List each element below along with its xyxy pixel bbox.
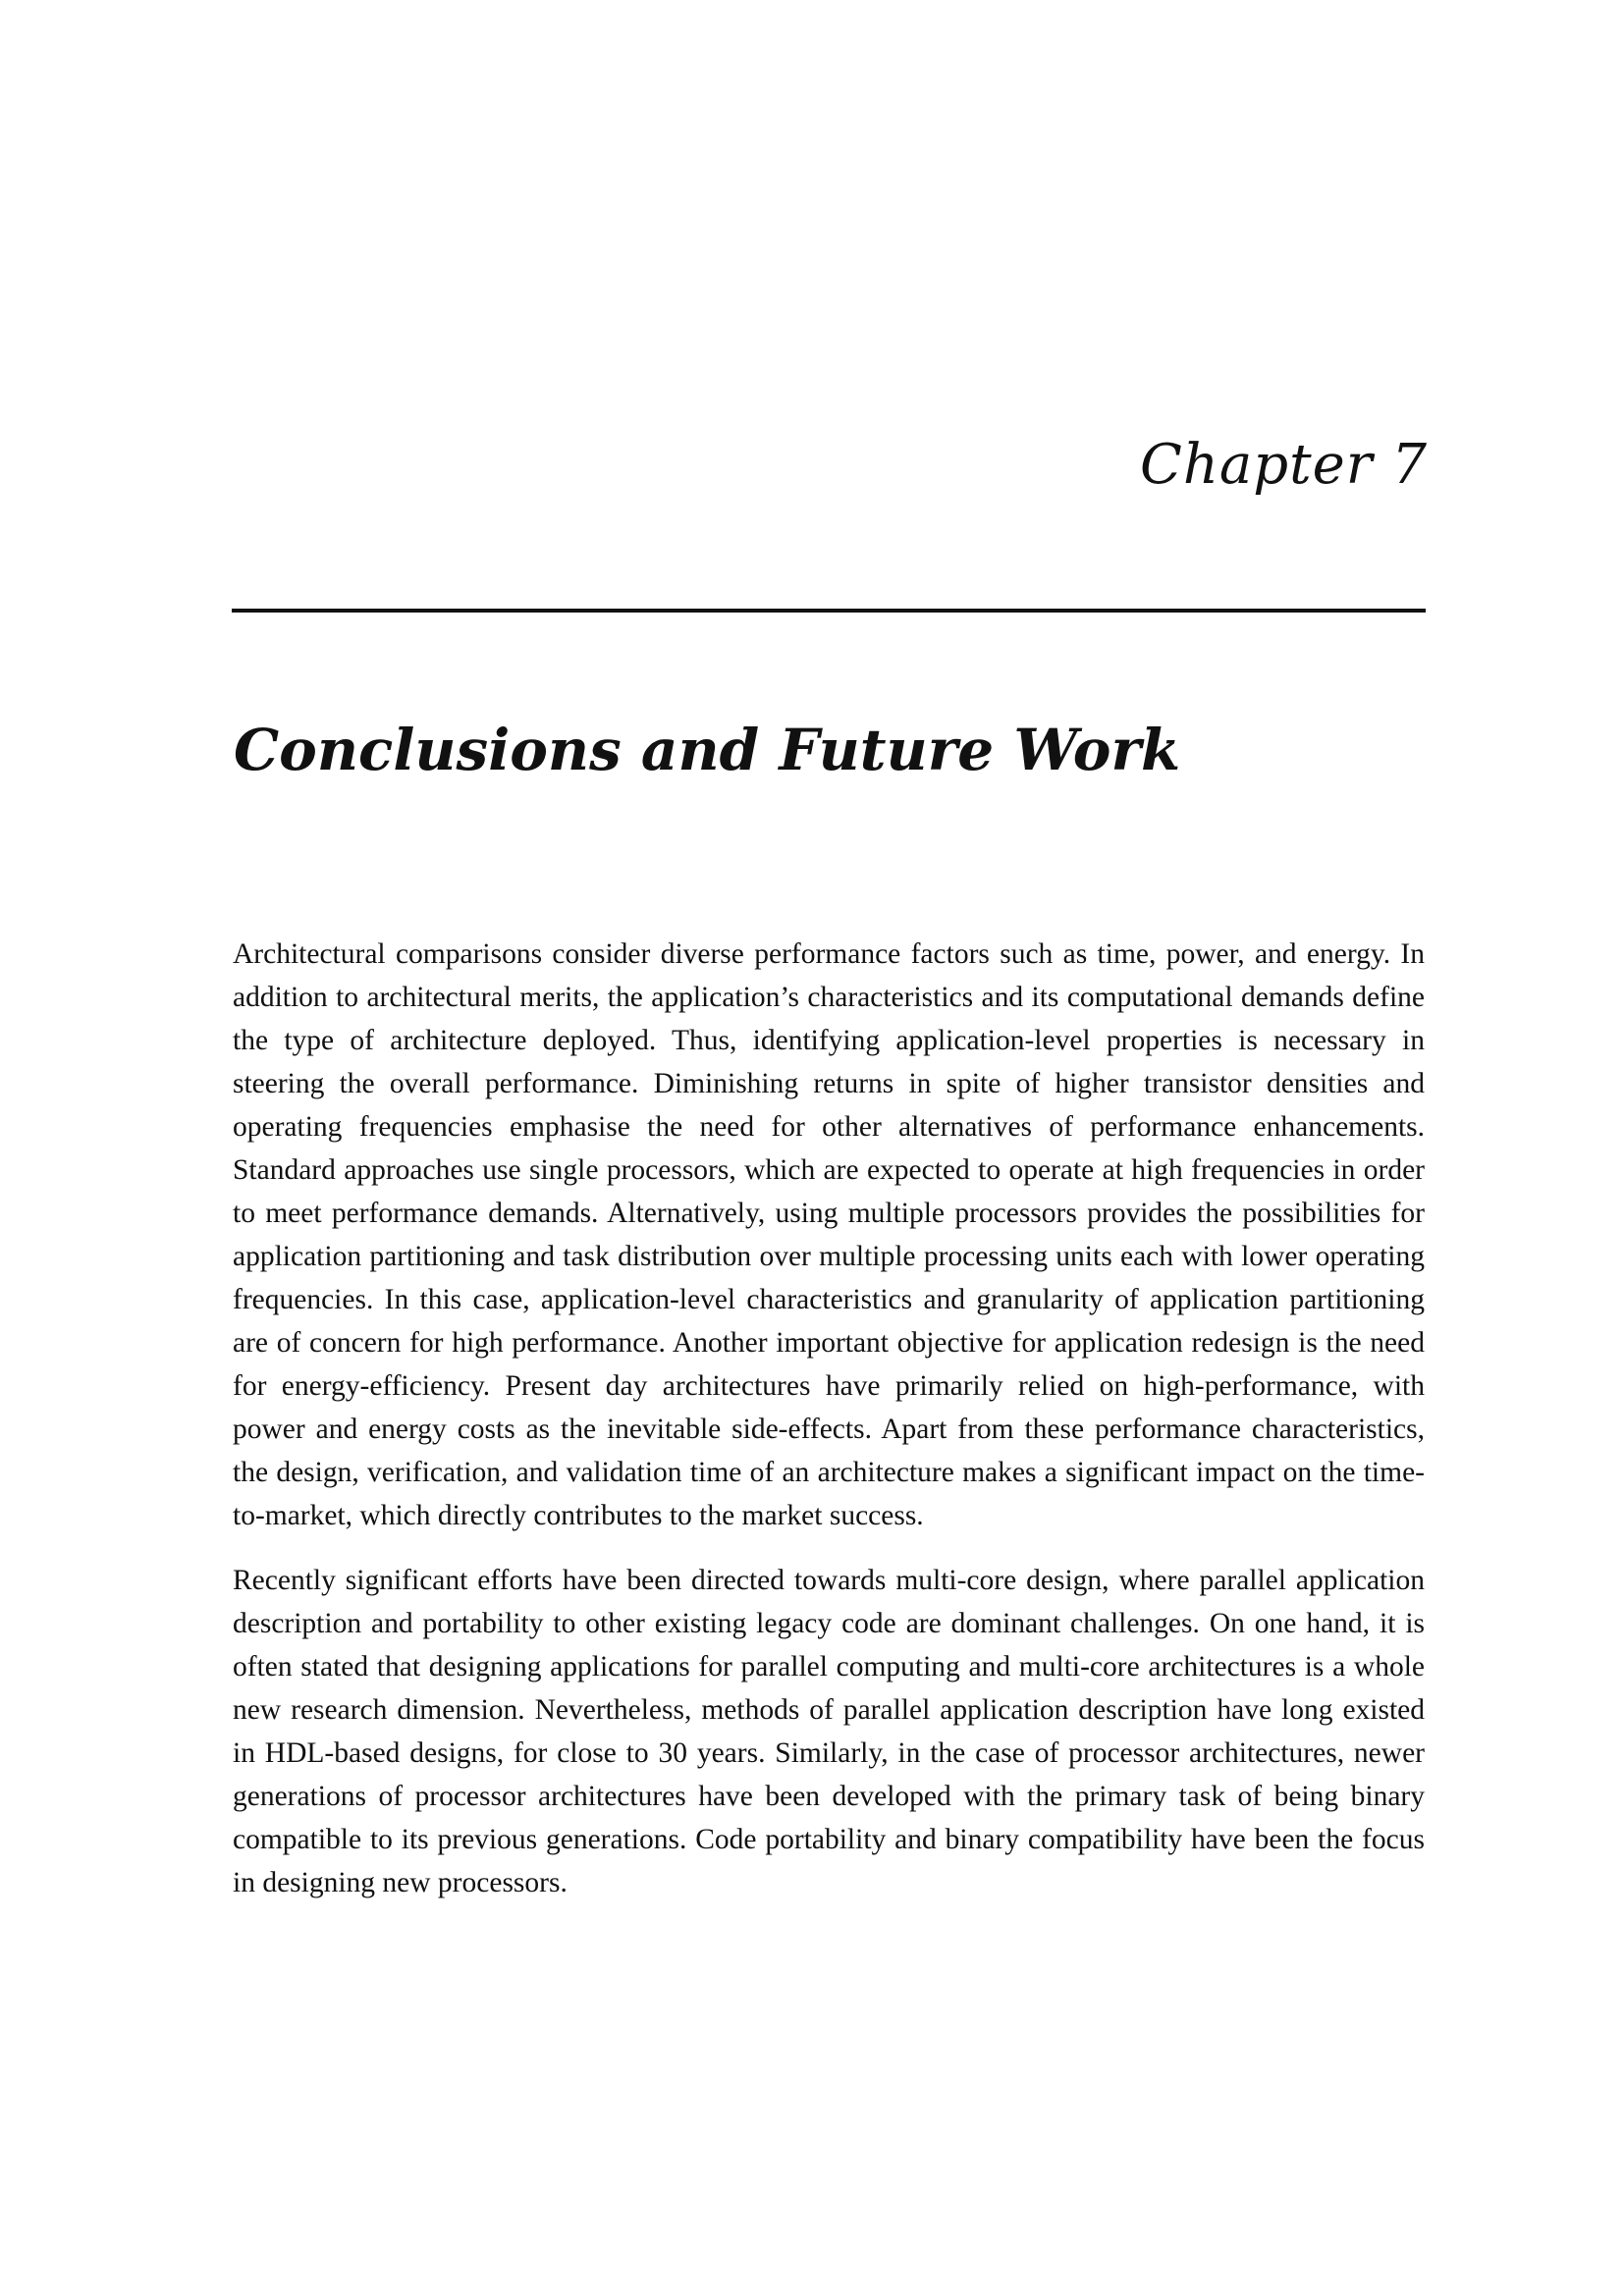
chapter-divider xyxy=(232,609,1426,613)
paragraph-1: Architectural comparisons consider diverse performance factors such as time, power, and energy. In addition to architectural merits, the application’s characteristics and its computational demands define the type of architecture deployed. Thus, identifying application-level properties is necessary in steering the overall performance. Diminishing returns in spite of higher transistor densities and operating frequencies emphasise the need for other alternatives of performance enhancements. Standard approaches use single processors, which are expected to operate at high frequencies in order to meet performance demands. Alternatively, using multiple processors provides the possibilities for application partitioning and task distribution over multiple processing units each with lower operating frequencies. In this case, application-level characteristics and granularity of application partitioning are of concern for high performance. Another important objective for application redesign is the need for energy-efficiency. Present day architectures have primarily relied on high-performance, with power and energy costs as the inevitable side-effects. Apart from these performance characteristics, the design, verification, and validation time of an architecture makes a significant impact on the time-to-market, which directly contributes to the market success. xyxy=(233,938,1425,1531)
chapter-number: Chapter 7 xyxy=(1140,433,1428,497)
chapter-body xyxy=(233,933,1425,1926)
paragraph-2: Recently significant efforts have been directed towards multi-core design, where parallel application description and portability to other existing legacy code are dominant challenges. On one hand, it is often stated that designing applications for parallel computing and multi-core architectures is a whole new research dimension. Nevertheless, methods of parallel application description have long existed in HDL-based designs, for close to 30 years. Similarly, in the case of processor architectures, newer generations of processor architectures have been developed with the primary task of being binary compatible to its previous generations. Code portability and binary compatibility have been the focus in designing new processors. xyxy=(233,1565,1425,1898)
chapter-title: Conclusions and Future Work xyxy=(234,717,1181,783)
